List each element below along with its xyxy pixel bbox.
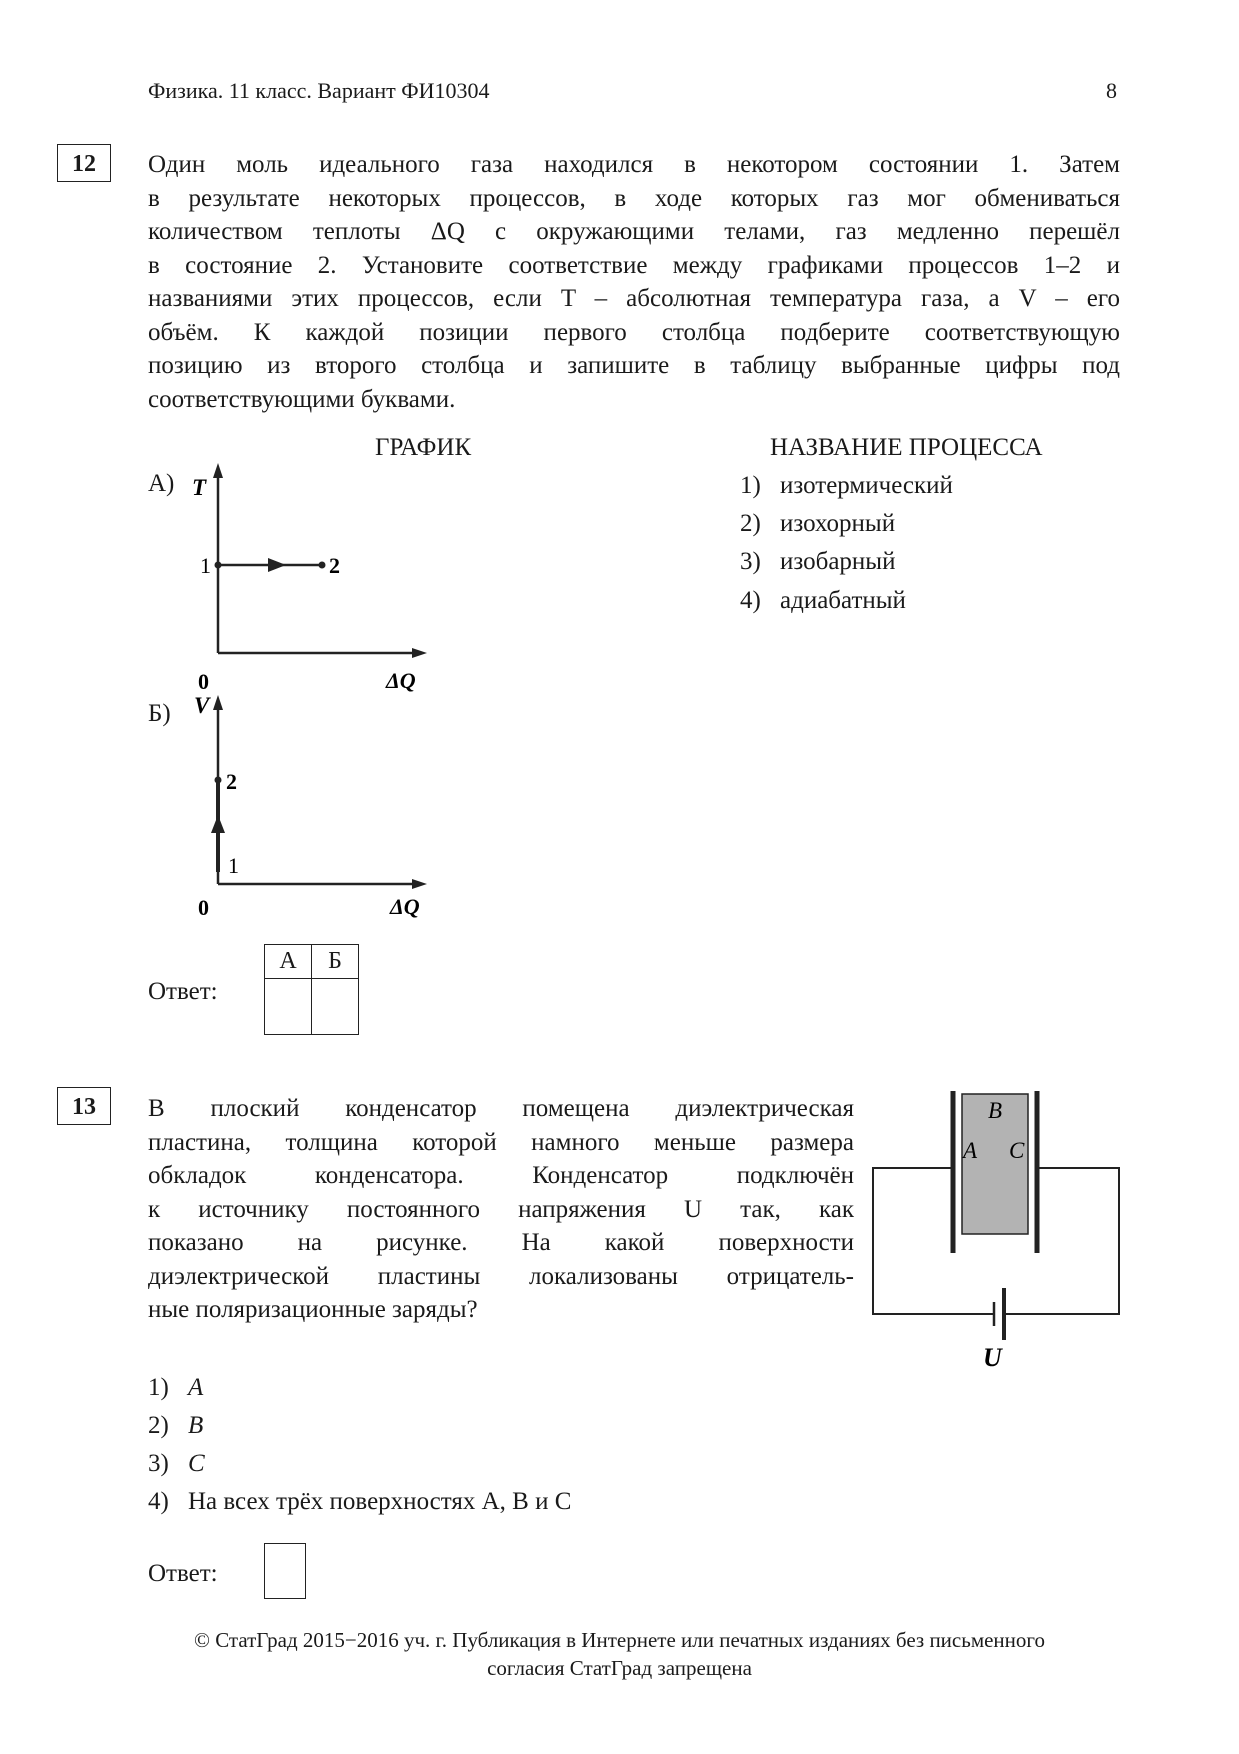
q12-text-line: позицию из второго столбца и запишите в таблицу выбранные цифры под (148, 352, 1120, 379)
q13-answer-label: Ответ: (148, 1560, 218, 1587)
q12-option (740, 472, 953, 500)
graph-b-direction-arrow (211, 815, 225, 833)
graph-b-origin-label: 0 (198, 895, 209, 920)
graph-a-direction-arrow (268, 558, 286, 572)
graph-b-x-arrow (412, 879, 427, 889)
q12-answer-label: Ответ: (148, 978, 218, 1005)
graph-b (180, 690, 460, 930)
q13-text-line: обкладок конденсатора. Конденсатор подключён (148, 1162, 854, 1189)
q13-option-num: 3) (148, 1450, 169, 1477)
q12-option-num: 4) (740, 587, 761, 614)
graph-a-origin-label: 0 (198, 669, 209, 694)
q12-text-line: соответствующими буквами. (148, 385, 456, 413)
q12-option-text: изобарный (780, 548, 896, 575)
question-number-13: 13 (57, 1087, 111, 1125)
q13-text-line: ные поляризационные заряды? (148, 1296, 478, 1323)
graph-b-y-label: V (194, 693, 210, 718)
graph-a-y-label: T (192, 475, 207, 500)
q13-text (148, 1092, 854, 1327)
footer-line-1: © СтатГрад 2015−2016 уч. г. Публикация в Интернете или печатных изданиях без письменного (193, 1628, 1045, 1652)
q12-text-line: названиями этих процессов, если T – абсолютная температура газа, а V – его (148, 285, 1120, 312)
q12-answer-table (264, 944, 359, 1035)
col2-header: НАЗВАНИЕ ПРОЦЕССА (770, 434, 1043, 461)
graph-b-point-2 (215, 777, 222, 784)
header-title: Физика. 11 класс. Вариант ФИ10304 (148, 78, 490, 103)
graph-a-point-1 (215, 562, 222, 569)
graph-b-label: Б) (148, 700, 171, 727)
graph-b-y-arrow (213, 695, 223, 710)
q13-answer-box[interactable] (264, 1543, 306, 1599)
q12-option-text: изохорный (780, 510, 896, 537)
q13-option-text: C (188, 1450, 205, 1477)
q13-option (148, 1450, 205, 1478)
q13-option-num: 2) (148, 1412, 169, 1439)
q13-text-line: диэлектрической пластины локализованы отрицатель- (148, 1262, 854, 1290)
graph-a-y-arrow (213, 463, 223, 478)
surface-a-label: A (963, 1138, 978, 1163)
graph-a-point-2 (319, 562, 326, 569)
q13-option (148, 1374, 203, 1402)
q12-text-line: объём. К каждой позиции первого столбца подберите соответствующую (148, 318, 1120, 346)
graph-b-point-1-label: 1 (228, 853, 239, 878)
q13-option (148, 1412, 203, 1440)
q12-option-num: 2) (740, 510, 761, 537)
surface-c-label: C (1009, 1138, 1025, 1163)
q13-option (148, 1488, 571, 1516)
graph-a-point-1-label: 1 (200, 553, 211, 578)
graph-b-point-2-label: 2 (226, 769, 237, 794)
q12-text-line: количеством теплоты ΔQ с окружающими телами, газ медленно перешёл (148, 218, 1120, 245)
q12-option-text: адиабатный (780, 587, 906, 614)
q13-option-num: 1) (148, 1374, 169, 1401)
answer-col-b: Б (312, 945, 359, 979)
q13-text-line: В плоский конденсатор помещена диэлектрическая (148, 1095, 854, 1122)
graph-a-label: А) (148, 470, 175, 497)
voltage-label: U (983, 1343, 1002, 1372)
q12-option-num: 3) (740, 548, 761, 575)
graph-a-point-2-label: 2 (329, 553, 340, 578)
q12-option-text: изотермический (780, 472, 953, 499)
q13-option-num: 4) (148, 1488, 169, 1515)
q13-option-text: B (188, 1412, 204, 1439)
graph-a (180, 460, 460, 700)
q13-text-line: показано на рисунке. На какой поверхности (148, 1229, 854, 1256)
capacitor-figure (860, 1080, 1130, 1380)
q12-option (740, 587, 906, 615)
q12-option (740, 510, 895, 538)
surface-b-label: B (988, 1098, 1003, 1123)
q13-option-text: На всех трёх поверхностях A, B и C (188, 1488, 572, 1515)
answer-col-a: А (265, 945, 312, 979)
q13-option-text: A (188, 1374, 204, 1401)
answer-cell-a[interactable] (265, 979, 312, 1035)
q12-text-line: в результате некоторых процессов, в ходе которых газ мог обмениваться (148, 184, 1120, 212)
q12-text-line: Один моль идеального газа находился в некотором состоянии 1. Затем (148, 151, 1120, 178)
q12-text-line: в состояние 2. Установите соответствие между графиками процессов 1–2 и (148, 251, 1120, 279)
graph-a-x-arrow (412, 648, 427, 658)
answer-cell-b[interactable] (312, 979, 359, 1035)
q12-text (148, 148, 1120, 416)
q12-option (740, 548, 895, 576)
question-number-12: 12 (57, 144, 111, 182)
q13-text-line: пластина, толщина которой намного меньше размера (148, 1128, 854, 1156)
col1-header: ГРАФИК (375, 434, 472, 461)
q13-text-line: к источнику постоянного напряжения U так, как (148, 1195, 854, 1223)
graph-a-x-label: ΔQ (386, 668, 416, 693)
graph-b-x-label: ΔQ (390, 894, 420, 919)
q12-option-num: 1) (740, 472, 761, 499)
page-number: 8 (1106, 78, 1117, 103)
footer-line-2: согласия СтатГрад запрещена (487, 1656, 752, 1680)
